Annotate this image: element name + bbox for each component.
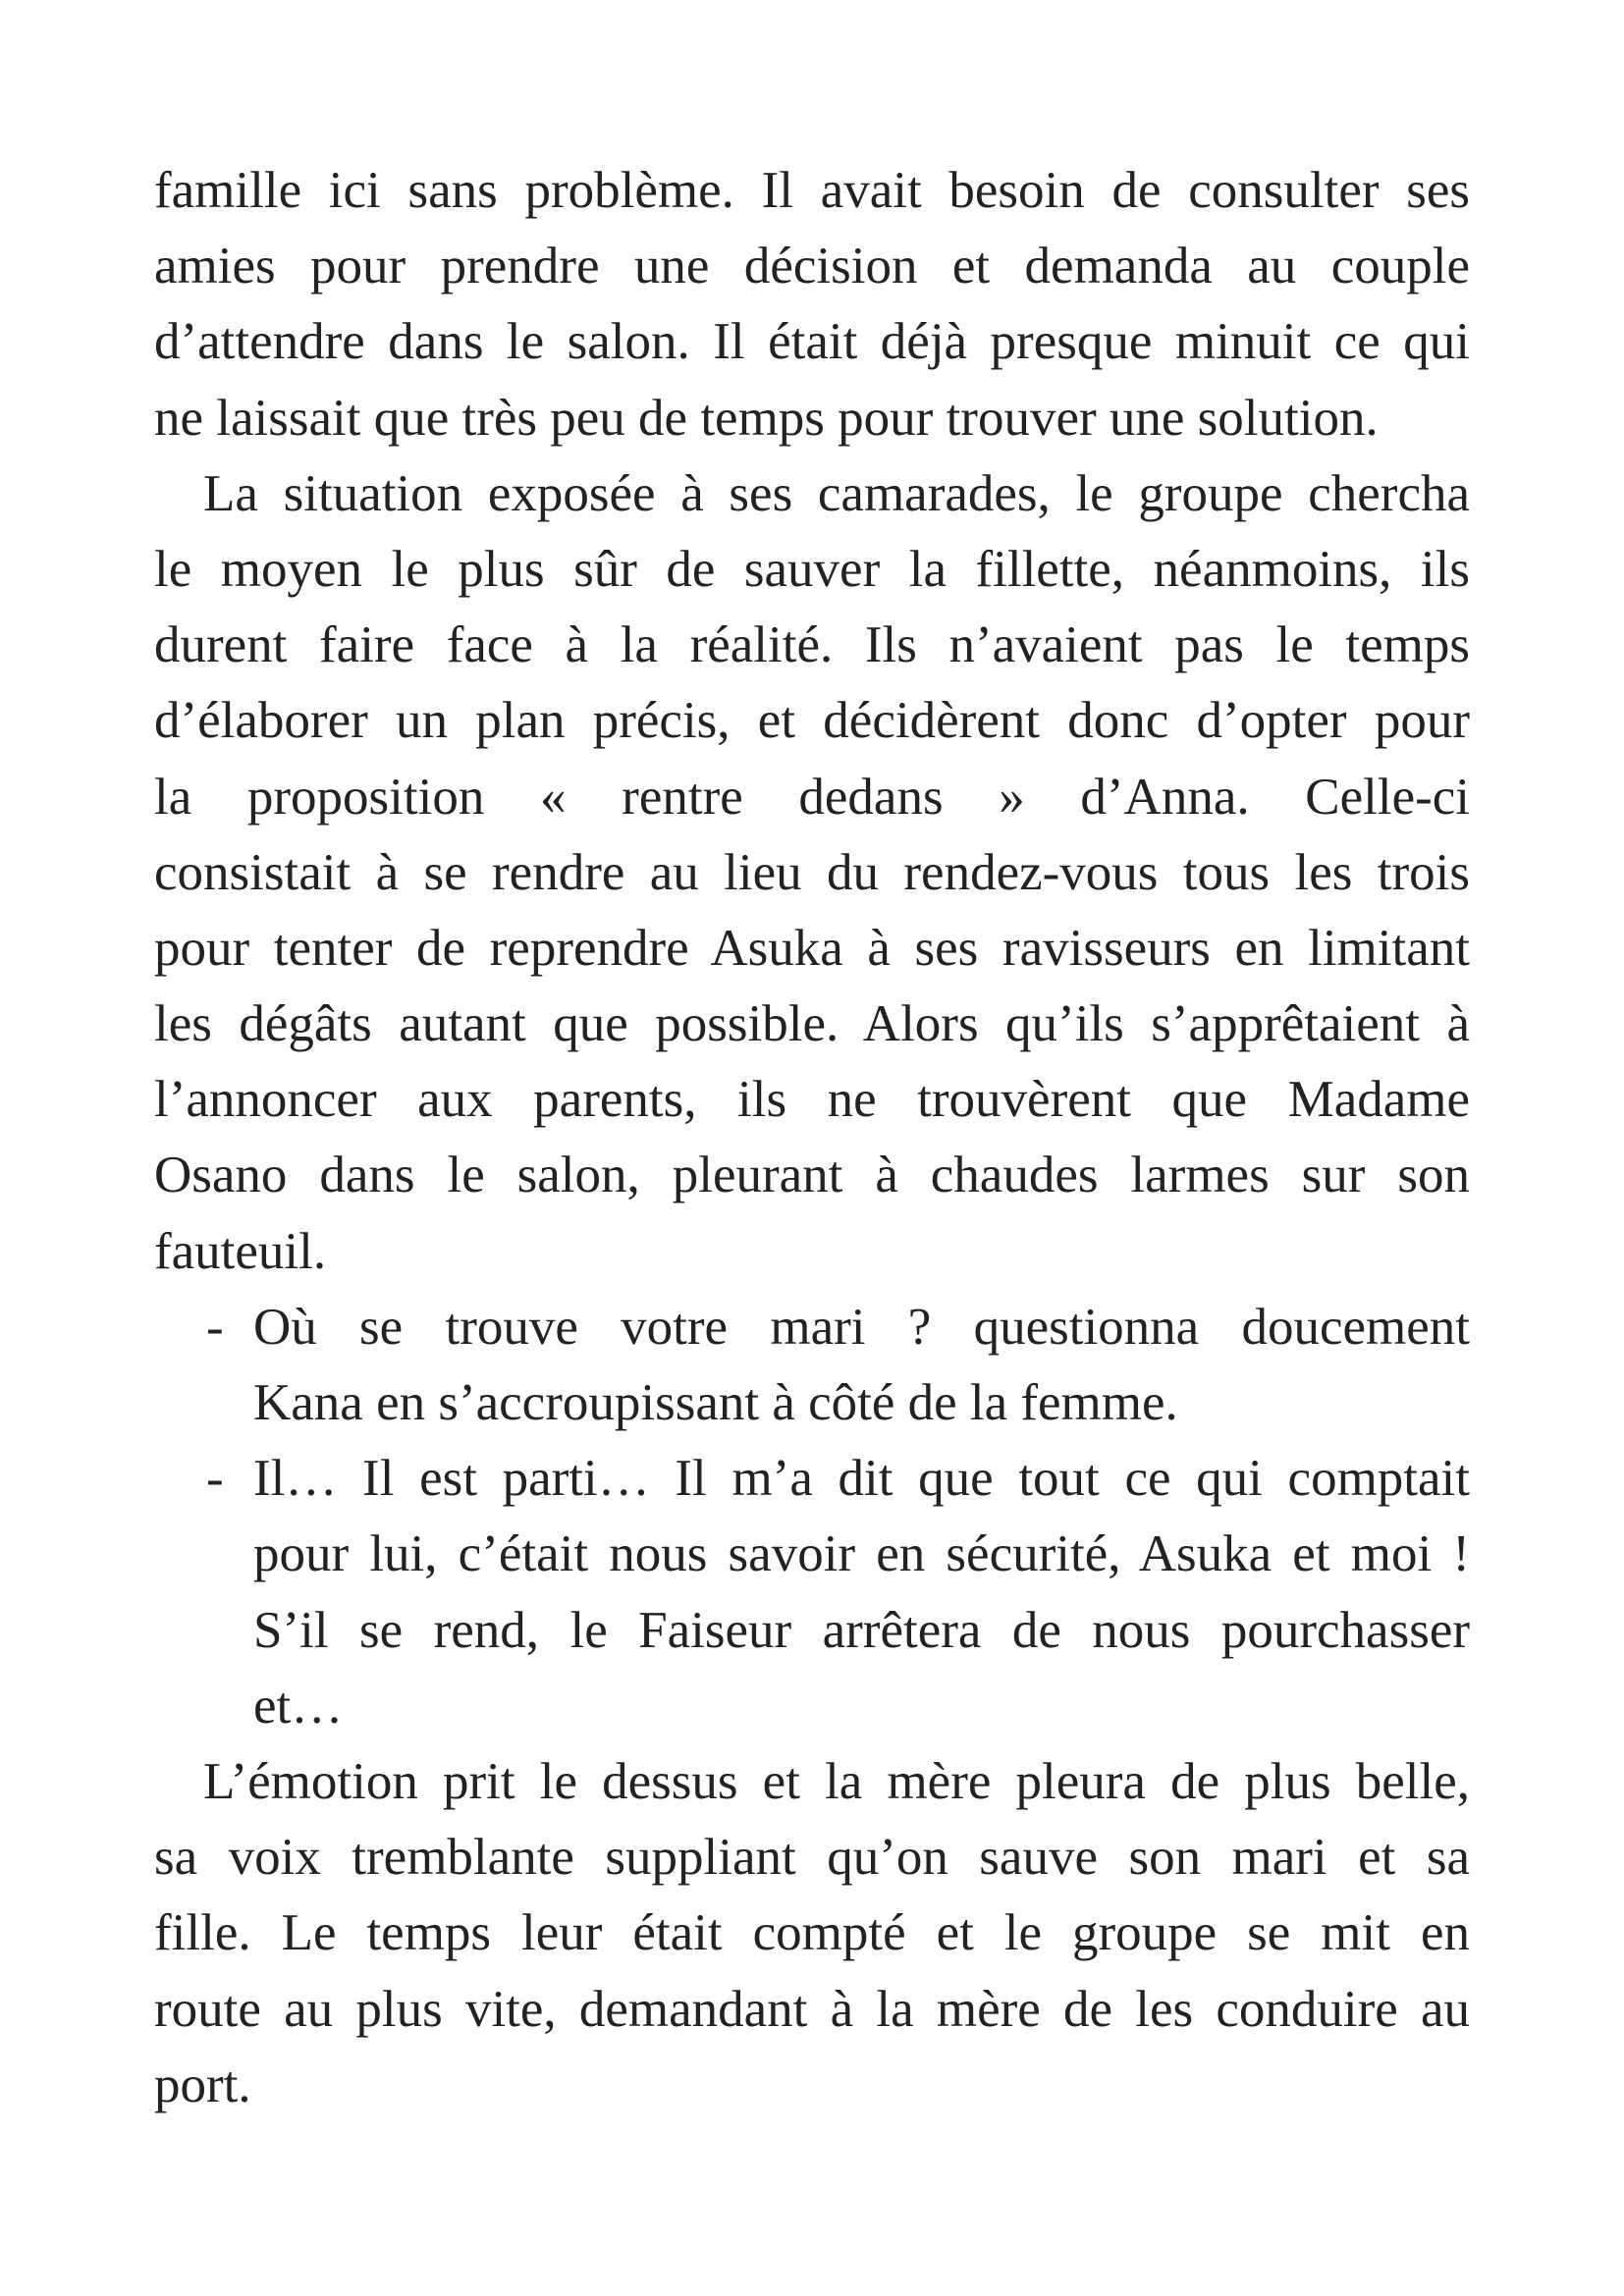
text-line: fauteuil. xyxy=(154,1222,327,1280)
text-line: pour lui, c’était nous savoir en sécurité, Asuka et moi ! xyxy=(253,1525,1470,1583)
page-text xyxy=(154,153,1470,2123)
text-line: et… xyxy=(253,1677,344,1735)
dialogue-item xyxy=(154,1290,1470,1441)
text-line: fille. Le temps leur était compté et le groupe se mit en xyxy=(154,1904,1470,1962)
dialogue-dash: - xyxy=(206,1298,224,1356)
text-line: route au plus vite, demandant à la mère de les conduire au xyxy=(154,1980,1470,2038)
text-line: d’attendre dans le salon. Il était déjà presque minuit ce qui xyxy=(154,313,1470,371)
text-line: amies pour prendre une décision et demanda au couple xyxy=(154,238,1470,295)
text-line: L’émotion prit le dessus et la mère pleura de plus belle, xyxy=(203,1752,1470,1810)
dialogue-item xyxy=(154,1441,1470,1744)
text-line: Où se trouve votre mari ? questionna doucement xyxy=(253,1298,1470,1356)
text-line: durent faire face à la réalité. Ils n’avaient pas le temps xyxy=(154,616,1470,674)
text-line: d’élaborer un plan précis, et décidèrent donc d’opter pour xyxy=(154,692,1470,750)
text-line: S’il se rend, le Faiseur arrêtera de nous pourchasser xyxy=(253,1601,1470,1659)
paragraph xyxy=(154,456,1470,1290)
text-line: famille ici sans problème. Il avait besoin de consulter ses xyxy=(154,162,1470,219)
dialogue-dash: - xyxy=(206,1450,224,1508)
text-line: Osano dans le salon, pleurant à chaudes larmes sur son xyxy=(154,1147,1470,1204)
text-line: port. xyxy=(154,2056,251,2113)
text-line: la proposition « rentre dedans » d’Anna. Celle-ci xyxy=(154,768,1470,826)
text-line: les dégâts autant que possible. Alors qu’ils s’apprêtaient à xyxy=(154,995,1470,1053)
paragraph xyxy=(154,1744,1470,2123)
text-line: ne laissait que très peu de temps pour trouver une solution. xyxy=(154,389,1379,447)
text-line: Kana en s’accroupissant à côté de la femme. xyxy=(253,1374,1178,1431)
text-line: le moyen le plus sûr de sauver la fillette, néanmoins, ils xyxy=(154,540,1470,598)
text-line: Il… Il est parti… Il m’a dit que tout ce qui comptait xyxy=(253,1450,1470,1508)
paragraph-continuation xyxy=(154,153,1470,456)
text-line: pour tenter de reprendre Asuka à ses ravisseurs en limitant xyxy=(154,919,1470,977)
text-line: consistait à se rendre au lieu du rendez-vous tous les trois xyxy=(154,843,1470,901)
text-line: l’annoncer aux parents, ils ne trouvèrent que Madame xyxy=(154,1071,1470,1129)
text-line: La situation exposée à ses camarades, le groupe chercha xyxy=(203,464,1470,522)
text-line: sa voix tremblante suppliant qu’on sauve son mari et sa xyxy=(154,1829,1470,1887)
